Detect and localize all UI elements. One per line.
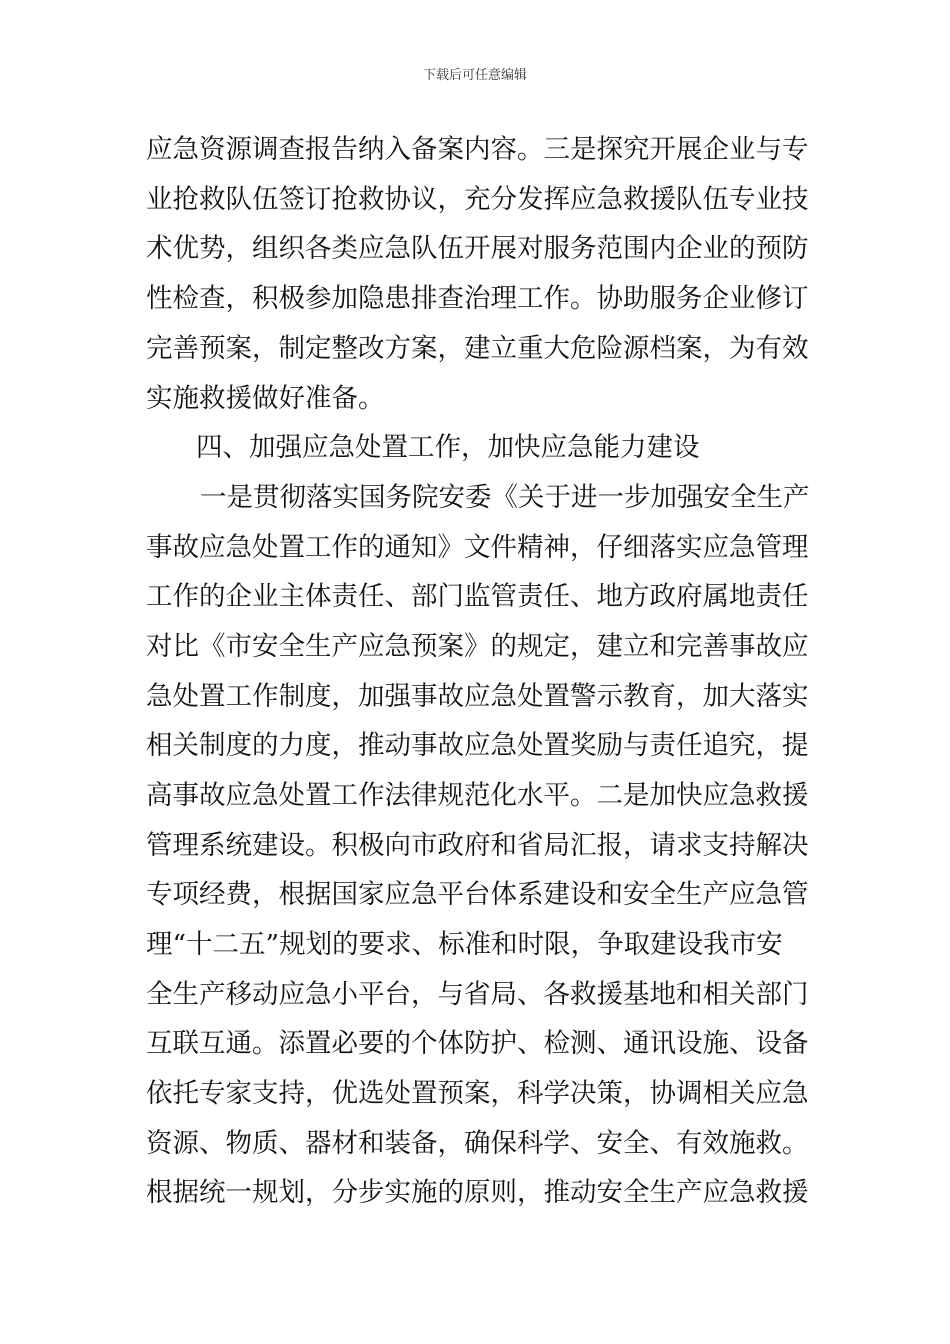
body-line-22: 根据统一规划，分步实施的原则，推动安全生产应急救援 (146, 1177, 809, 1208)
body-line-20: 依托专家支持，优选处置预案，科学决策，协调相关应急 (146, 1078, 809, 1109)
body-line-4: 性检查，积极参加隐患排查治理工作。协助服务企业修订 (146, 283, 809, 314)
body-line-19: 互联互通。添置必要的个体防护、检测、通讯设施、设备 (146, 1028, 809, 1059)
body-line-14: 高事故应急处置工作法律规范化水平。二是加快应急救援 (146, 780, 809, 811)
body-line-5: 完善预案，制定整改方案，建立重大危险源档案，为有效 (146, 333, 809, 364)
body-line-15: 管理系统建设。积极向市政府和省局汇报，请求支持解决 (146, 830, 809, 861)
body-line-12: 急处置工作制度，加强事故应急处置警示教育，加大落实 (146, 681, 809, 712)
body-line-13: 相关制度的力度，推动事故应急处置奖励与责任追究，提 (146, 730, 809, 761)
body-line-1: 应急资源调查报告纳入备案内容。三是探究开展企业与专 (146, 134, 809, 165)
page-header: 下载后可任意编辑 (422, 68, 527, 83)
body-line-21: 资源、物质、器材和装备，确保科学、安全、有效施救。 (146, 1128, 809, 1159)
body-line-17: 理“十二五”规划的要求、标准和时限，争取建设我市安 (146, 929, 783, 960)
body-line-11: 对比《市安全生产应急预案》的规定，建立和完善事故应 (146, 631, 809, 662)
body-line-2: 业抢救队伍签订抢救协议，充分发挥应急救援队伍专业技 (146, 184, 809, 215)
body-line-3: 术优势，组织各类应急队伍开展对服务范围内企业的预防 (146, 233, 809, 264)
body-line-10: 工作的企业主体责任、部门监管责任、地方政府属地责任 (146, 581, 809, 612)
body-line-9: 事故应急处置工作的通知》文件精神，仔细落实应急管理 (146, 532, 809, 563)
body-line-6: 实施救援做好准备。 (146, 383, 385, 414)
body-line-16: 专项经费，根据国家应急平台体系建设和安全生产应急管 (146, 879, 809, 910)
paragraph-first-line: 一是贯彻落实国务院安委《关于进一步加强安全生产 (200, 482, 810, 513)
body-line-18: 全生产移动应急小平台，与省局、各救援基地和相关部门 (146, 979, 809, 1010)
section-heading: 四、加强应急处置工作，加快应急能力建设 (196, 432, 700, 463)
